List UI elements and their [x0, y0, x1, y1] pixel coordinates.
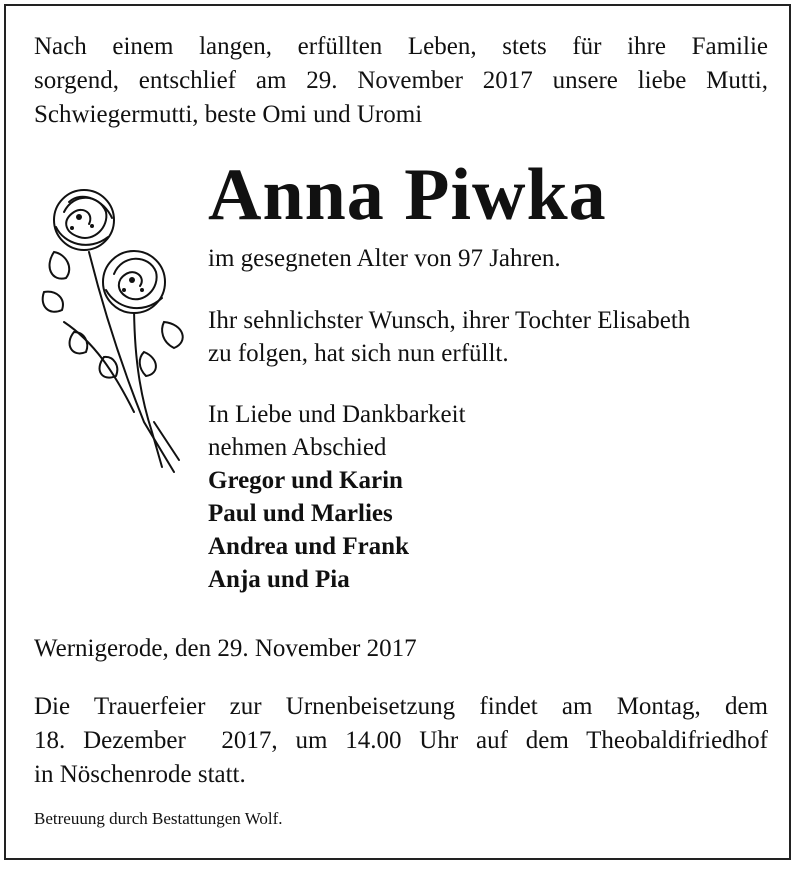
roses-icon [34, 182, 194, 482]
place-date: Wernigerode, den 29. November 2017 [34, 635, 417, 662]
intro-line: Nach einem langen, erfüllten Leben, stets für ihre Familie [34, 33, 768, 60]
service-line: 18. Dezember 2017, um 14.00 Uhr auf dem Theobaldifriedhof [34, 727, 768, 754]
mourner-name: Paul und Marlies [208, 500, 393, 527]
intro-line: Schwiegermutti, beste Omi und Uromi [34, 101, 423, 128]
farewell-block [208, 398, 466, 596]
mourner-name: Anja und Pia [208, 566, 350, 593]
undertaker-note: Betreuung durch Bestattungen Wolf. [34, 809, 283, 828]
intro-line: sorgend, entschlief am 29. November 2017 unsere liebe Mutti, [34, 67, 768, 94]
age-line: im gesegneten Alter von 97 Jahren. [208, 245, 561, 272]
mourner-name: Andrea und Frank [208, 533, 409, 560]
wish-line: Ihr sehnlichster Wunsch, ihrer Tochter Elisabeth [208, 307, 691, 334]
deceased-name: Anna Piwka [208, 154, 607, 236]
farewell-line: In Liebe und Dankbarkeit [208, 401, 466, 428]
service-line: Die Trauerfeier zur Urnenbeisetzung findet am Montag, dem [34, 693, 768, 720]
mourner-name: Gregor und Karin [208, 467, 403, 494]
intro-text [34, 30, 768, 132]
service-line: in Nöschenrode statt. [34, 761, 246, 788]
service-text [34, 690, 768, 792]
wish-line: zu folgen, hat sich nun erfüllt. [208, 340, 509, 367]
wish-text [208, 304, 690, 370]
farewell-line: nehmen Abschied [208, 434, 387, 461]
